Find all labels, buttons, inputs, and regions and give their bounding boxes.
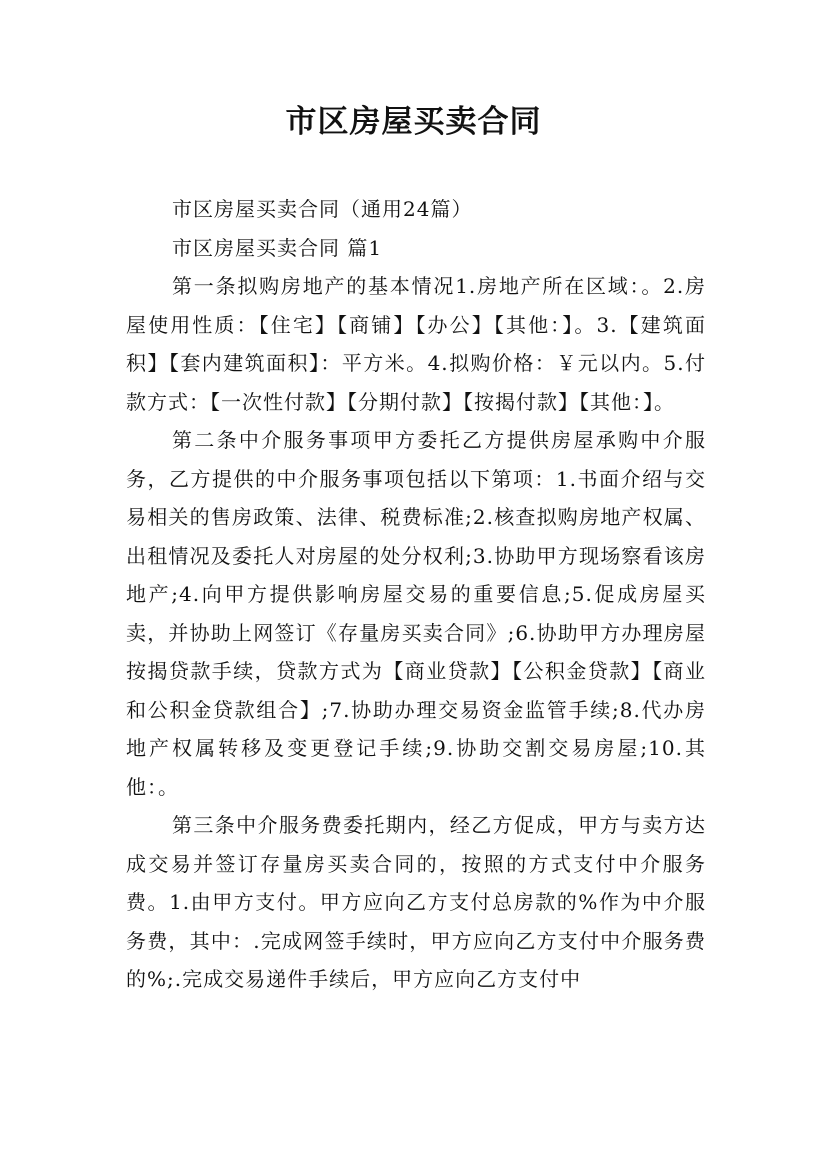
paragraph-article-3: 第三条中介服务费委托期内，经乙方促成，甲方与卖方达成交易并签订存量房买卖合同的，按照的方式支付中介服务费。1.由甲方支付。甲方应向乙方支付总房款的%作为中介服务费，其中：.完成网签手续时，甲方应向乙方支付中介服务费的%;.完成交易递件手续后，甲方应向乙方支付中 (126, 813, 706, 991)
paragraph-heading-general: 市区房屋买卖合同（通用24篇） (172, 197, 473, 221)
document-title: 市区房屋买卖合同 (285, 104, 542, 140)
paragraph-article-1: 第一条拟购房地产的基本情况1.房地产所在区域：。2.房屋使用性质：【住宅】【商铺】【办公】【其他：】。3.【建筑面积】【套内建筑面积】：平方米。4.拟购价格：￥元以内。5.付款方式：【一次性付款】【分期付款】【按揭付款】【其他：】。 (126, 274, 706, 414)
paragraph-heading-part1: 市区房屋买卖合同 篇1 (172, 235, 383, 260)
document-body (126, 190, 706, 999)
paragraph-article-2: 第二条中介服务事项甲方委托乙方提供房屋承购中介服务，乙方提供的中介服务事项包括以下第项：1.书面介绍与交易相关的售房政策、法律、税费标准;2.核查拟购房地产权属、出租情况及委托人对房屋的处分权利;3.协助甲方现场察看该房地产;4.向甲方提供影响房屋交易的重要信息;5.促成房屋买卖，并协助上网签订《存量房买卖合同》;6.协助甲方办理房屋按揭贷款手续，贷款方式为【商业贷款】【公积金贷款】【商业和公积金贷款组合】;7.协助办理交易资金监管手续;8.代办房地产权属转移及变更登记手续;9.协助交割交易房屋;10.其他：。 (126, 428, 706, 799)
